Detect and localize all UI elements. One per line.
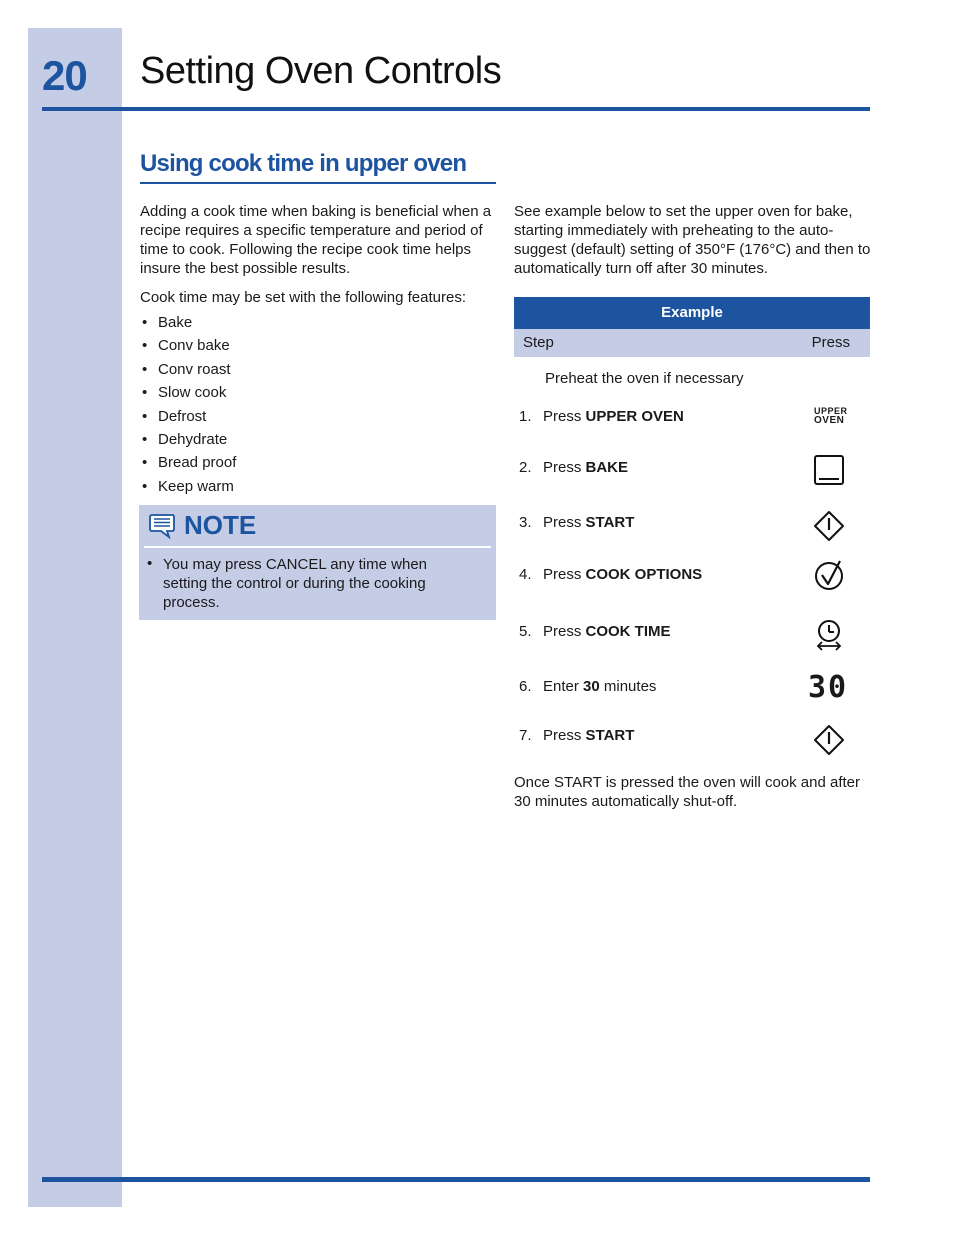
start-icon — [813, 510, 845, 542]
bake-icon — [813, 454, 845, 486]
features-list — [140, 311, 500, 498]
list-item: • Defrost — [140, 405, 500, 428]
intro-paragraph: Adding a cook time when baking is beneficial when a recipe requires a specific temperature and period of time to cook. Following the recipe cook time helps insure the best possible results. — [140, 203, 492, 277]
display-30-value: 30 — [808, 670, 849, 705]
note-text: You may press CANCEL any time when setting the control or during the cooking process. — [163, 556, 428, 611]
list-item: • Bread proof — [140, 451, 500, 474]
note-divider — [144, 546, 491, 548]
step-row: 2. Press BAKE — [519, 459, 629, 476]
step-row: 6. Enter 30 minutes — [519, 678, 657, 695]
bottom-rule — [42, 1177, 870, 1182]
step-row: 3. Press START — [519, 514, 635, 531]
list-item: • Slow cook — [140, 381, 500, 404]
column-step-label: Step — [523, 334, 554, 351]
list-item: • Conv roast — [140, 358, 500, 381]
step-row: 4. Press COOK OPTIONS — [519, 566, 703, 583]
sidebar-band — [28, 28, 122, 1207]
column-press-label: Press — [811, 334, 850, 351]
note-speech-bubble-icon — [148, 513, 176, 539]
bullet-icon: • — [147, 555, 153, 572]
step-row: 1. Press UPPER OVEN — [519, 408, 684, 425]
step-row: 7. Press START — [519, 727, 635, 744]
page-number: 20 — [42, 52, 87, 99]
list-item: • Keep warm — [140, 475, 500, 498]
cook-time-clock-icon — [813, 618, 845, 652]
section-heading: Using cook time in upper oven — [140, 150, 467, 177]
left-column — [140, 202, 500, 498]
note-box — [139, 505, 496, 620]
start-icon — [813, 724, 845, 756]
list-item: • Conv bake — [140, 334, 500, 357]
top-rule — [42, 107, 870, 111]
cook-options-checkmark-icon — [813, 558, 845, 592]
page-title: Setting Oven Controls — [140, 50, 502, 92]
list-item: • Dehydrate — [140, 428, 500, 451]
upper-oven-button-icon: UPPER OVEN — [814, 406, 848, 426]
example-header: Example — [514, 297, 870, 329]
example-column-header — [514, 329, 870, 357]
list-item: • Bake — [140, 311, 500, 334]
example-intro: See example below to set the upper oven for bake, starting immediately with preheating to the auto-suggest (default) setting of 350°F (176°C) and then to automatically turn off after 30 minutes. — [514, 203, 871, 277]
note-title: NOTE — [184, 510, 257, 540]
features-lead: Cook time may be set with the following features: — [140, 289, 466, 306]
section-rule — [140, 182, 496, 184]
step-row: 5. Press COOK TIME — [519, 623, 671, 640]
preheat-instruction: Preheat the oven if necessary — [545, 370, 744, 387]
closing-paragraph: Once START is pressed the oven will cook and after 30 minutes automatically shut-off. — [514, 774, 861, 810]
